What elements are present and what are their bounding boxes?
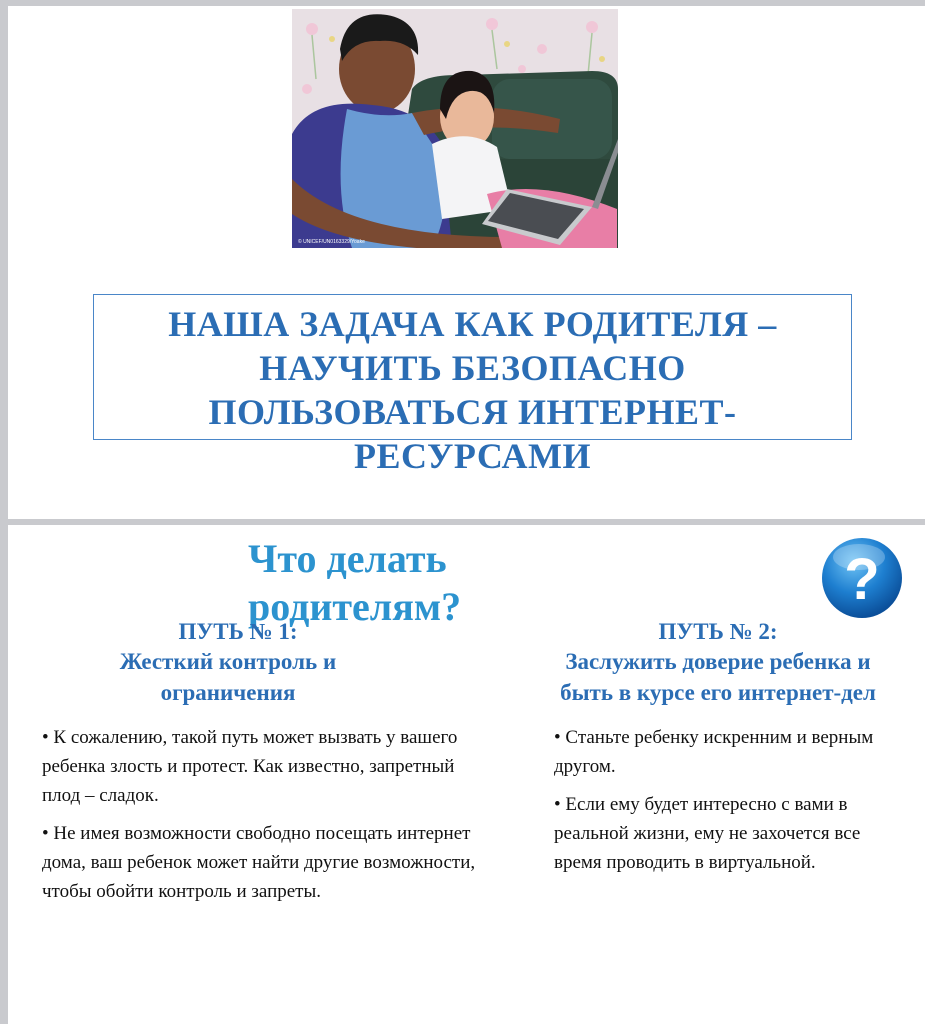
title-line: НАУЧИТЬ БЕЗОПАСНО	[259, 348, 686, 388]
photo-illustration	[292, 9, 618, 248]
path-1-bullets	[42, 723, 482, 915]
path-2-header	[518, 618, 918, 708]
slide-1	[8, 6, 925, 519]
family-laptop-photo	[292, 9, 618, 248]
slide-2-heading	[248, 535, 568, 631]
bullet-item: • Станьте ребенку искренним и верным другом.	[554, 727, 874, 777]
heading-line: родителям?	[248, 584, 462, 629]
path-1-desc-line: ограничения	[160, 680, 296, 705]
path-2-number: ПУТЬ № 2:	[658, 619, 778, 644]
title-line: ПОЛЬЗОВАТЬСЯ ИНТЕРНЕТ-	[208, 392, 737, 432]
photo-credit: © UNICEF/UN0163329/Yoake	[298, 239, 365, 245]
svg-text:?: ?	[844, 547, 880, 612]
heading-line: Что делать	[248, 536, 447, 581]
title-line: РЕСУРСАМИ	[353, 436, 592, 476]
bullet-item: • Не имея возможности свободно посещать интернет дома, ваш ребенок может найти другие возможности, чтобы обойти контроль и запреты.	[42, 823, 476, 902]
path-1-header	[38, 618, 418, 708]
path-2-bullets	[554, 723, 894, 886]
bullet-item: • Если ему будет интересно с вами в реальной жизни, ему не захочется все время проводить в виртуальной.	[554, 794, 861, 873]
path-1-desc-line: Жесткий контроль и	[119, 649, 337, 674]
question-mark-icon	[821, 537, 903, 619]
slide-2	[8, 525, 925, 1024]
bullet-item: • К сожалению, такой путь может вызвать у вашего ребенка злость и протест. Как известно, запретный плод – сладок.	[42, 727, 458, 806]
path-2-desc-line: быть в курсе его интернет-дел	[560, 680, 876, 705]
slide-title	[93, 302, 852, 478]
title-line: НАША ЗАДАЧА КАК РОДИТЕЛЯ –	[168, 304, 777, 344]
path-1-number: ПУТЬ № 1:	[178, 619, 298, 644]
path-2-desc-line: Заслужить доверие ребенка и	[565, 649, 871, 674]
